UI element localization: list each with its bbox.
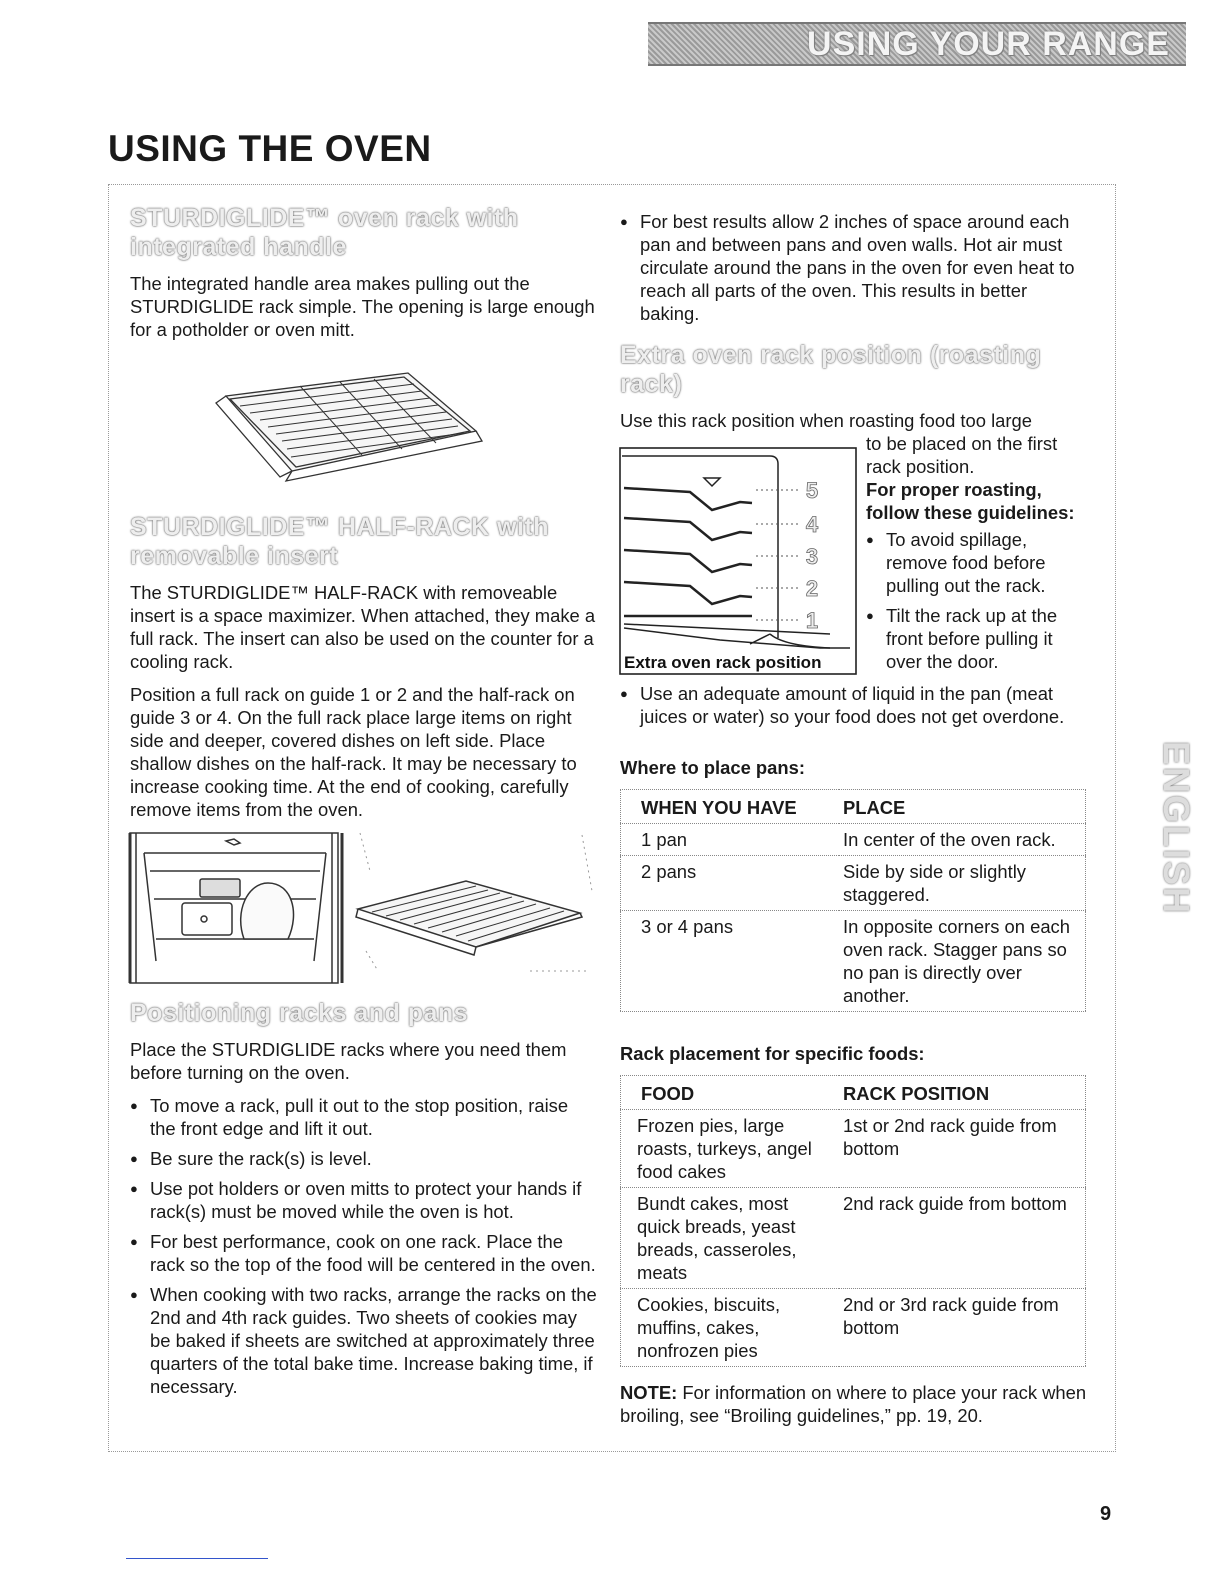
rack-number: 3 bbox=[805, 544, 819, 569]
table-cell: Bundt cakes, most quick breads, yeast breads, casseroles, meats bbox=[621, 1188, 840, 1289]
section-banner bbox=[648, 22, 1186, 66]
table-header-row bbox=[621, 790, 1086, 824]
roasting-list bbox=[866, 528, 1090, 673]
extra-rack-diagram bbox=[620, 448, 858, 678]
figure-caption: Extra oven rack position bbox=[624, 653, 822, 672]
table-cell: 3 or 4 pans bbox=[621, 911, 840, 1012]
table-cell: 2nd or 3rd rack guide from bottom bbox=[839, 1289, 1086, 1367]
roasting-guidelines bbox=[866, 432, 1090, 680]
roasting-intro-rest: to be placed on the first rack position. bbox=[866, 433, 1058, 477]
heading-line: STURDIGLIDE™ HALF-RACK with bbox=[130, 513, 550, 541]
oven-rack-text: The integrated handle area makes pulling out the STURDIGLIDE rack simple. The opening is large enough for a potholder or oven mitt. bbox=[130, 273, 595, 340]
table-cell: Frozen pies, large roasts, turkeys, angel food cakes bbox=[621, 1110, 840, 1188]
table-row bbox=[621, 1289, 1086, 1367]
table-header-row bbox=[621, 1076, 1086, 1110]
table-cell: 1 pan bbox=[621, 824, 840, 856]
list-item: ● Tilt the rack up at the front before pulling it over the door. bbox=[866, 604, 1090, 673]
column-header: FOOD bbox=[621, 1076, 840, 1110]
pans-heading: Where to place pans: bbox=[620, 757, 805, 778]
list-item: ● To avoid spillage, remove food before pulling out the rack. bbox=[866, 528, 1090, 597]
table-cell: 1st or 2nd rack guide from bottom bbox=[839, 1110, 1086, 1188]
table-cell: In center of the oven rack. bbox=[839, 824, 1086, 856]
table-cell: In opposite corners on each oven rack. Stagger pans so no pan is directly over another. bbox=[839, 911, 1086, 1012]
half-rack-illustrations bbox=[130, 831, 598, 987]
note-label: NOTE: bbox=[620, 1382, 678, 1403]
column-header: RACK POSITION bbox=[839, 1076, 1086, 1110]
list-item: ● Be sure the rack(s) is level. bbox=[130, 1147, 598, 1170]
heading-positioning: Positioning racks and pans bbox=[130, 999, 469, 1027]
left-column bbox=[130, 200, 598, 1405]
roasting-intro: Use this rack position when roasting food too large bbox=[620, 410, 1032, 431]
page-title: USING THE OVEN bbox=[108, 128, 432, 169]
table-cell: Side by side or slightly staggered. bbox=[839, 856, 1086, 911]
list-item: ● Use pot holders or oven mitts to protect your hands if rack(s) must be moved while the oven is hot. bbox=[130, 1177, 598, 1223]
table-row bbox=[621, 856, 1086, 911]
table-row bbox=[621, 911, 1086, 1012]
liquid-list bbox=[620, 682, 1090, 728]
heading-line: STURDIGLIDE™ oven rack with bbox=[130, 204, 519, 232]
half-rack-text-2: Position a full rack on guide 1 or 2 and the half-rack on guide 3 or 4. On the full rack place large items on right side and deeper, covered dishes on left side. Place shallow dishes on the half-rack. It may be necessary to increase cooking time. At the end of cooking, carefully remove items from the oven. bbox=[130, 684, 577, 820]
heading-oven-rack bbox=[130, 204, 598, 262]
column-header: WHEN YOU HAVE bbox=[621, 790, 840, 824]
oven-rack-illustration bbox=[130, 351, 598, 501]
list-item: ● Use an adequate amount of liquid in the pan (meat juices or water) so your food does not get overdone. bbox=[620, 682, 1090, 728]
table-row bbox=[621, 824, 1086, 856]
rack-number: 1 bbox=[805, 608, 819, 633]
column-header: PLACE bbox=[839, 790, 1086, 824]
table-cell: Cookies, biscuits, muffins, cakes, nonfrozen pies bbox=[621, 1289, 840, 1367]
page-number: 9 bbox=[1100, 1503, 1112, 1525]
table-cell: 2 pans bbox=[621, 856, 840, 911]
list-item: ● For best performance, cook on one rack. Place the rack so the top of the food will be centered in the oven. bbox=[130, 1230, 598, 1276]
rack-number: 4 bbox=[805, 512, 819, 537]
table-row bbox=[621, 1110, 1086, 1188]
spacing-list bbox=[620, 210, 1090, 325]
half-rack-text-1: The STURDIGLIDE™ HALF-RACK with removeable insert is a space maximizer. When attached, they make a full rack. The insert can also be used on the counter for a cooling rack. bbox=[130, 582, 596, 672]
table-row bbox=[621, 1188, 1086, 1289]
roasting-guidelines-title: For proper roasting, follow these guidelines: bbox=[866, 479, 1075, 523]
table-cell: 2nd rack guide from bottom bbox=[839, 1188, 1086, 1289]
right-column bbox=[620, 210, 1090, 1437]
note-text: For information on where to place your rack when broiling, see “Broiling guidelines,” pp. 19, 20. bbox=[620, 1382, 1087, 1426]
list-item: ● When cooking with two racks, arrange the racks on the 2nd and 4th rack guides. Two sheets of cookies may be baked if sheets are switched at approximately three quarters of the total bake time. Increase baking time, if necessary. bbox=[130, 1283, 598, 1398]
heading-half-rack bbox=[130, 513, 598, 571]
pans-table bbox=[620, 789, 1086, 1012]
note bbox=[620, 1381, 1090, 1427]
list-item: ● For best results allow 2 inches of space around each pan and between pans and oven walls. Hot air must circulate around the pans in the oven for even heat to reach all parts of the oven. This results in better baking. bbox=[620, 210, 1090, 325]
heading-line: removable insert bbox=[130, 542, 339, 570]
footer-line bbox=[126, 1558, 268, 1559]
positioning-list bbox=[130, 1094, 598, 1398]
heading-line: integrated handle bbox=[130, 233, 347, 261]
positioning-intro: Place the STURDIGLIDE racks where you need them before turning on the oven. bbox=[130, 1039, 567, 1083]
foods-table bbox=[620, 1075, 1086, 1367]
rack-number: 2 bbox=[805, 576, 819, 601]
banner-title: USING YOUR RANGE bbox=[807, 25, 1170, 63]
roasting-section bbox=[620, 432, 1090, 682]
rack-number: 5 bbox=[805, 478, 819, 503]
list-item: ● To move a rack, pull it out to the stop position, raise the front edge and lift it out. bbox=[130, 1094, 598, 1140]
foods-heading: Rack placement for specific foods: bbox=[620, 1043, 925, 1064]
language-tab-label: ENGLISH bbox=[1156, 740, 1197, 915]
heading-extra-rack: Extra oven rack position (roasting rack) bbox=[620, 341, 1042, 398]
language-tab bbox=[1156, 712, 1197, 938]
